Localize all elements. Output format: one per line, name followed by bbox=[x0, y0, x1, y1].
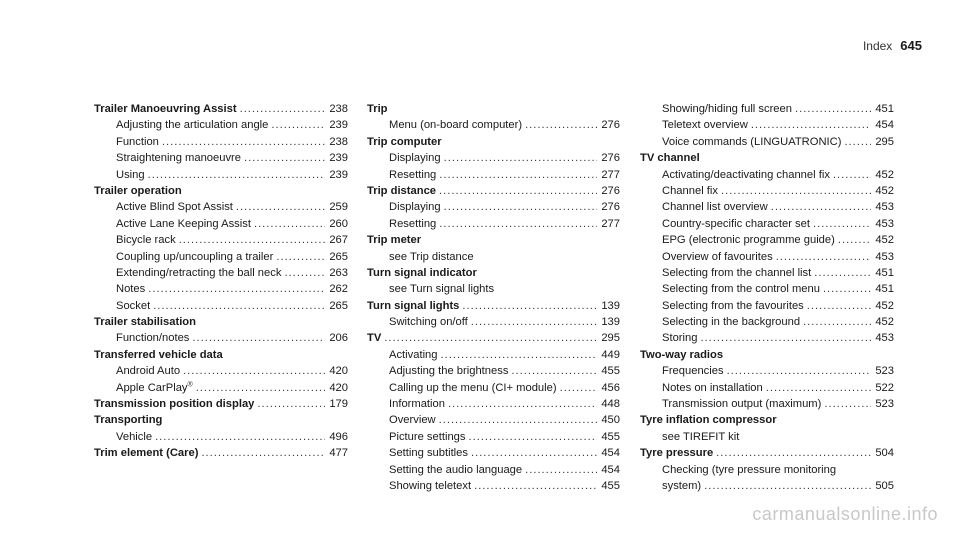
entry-text: Notes bbox=[116, 283, 146, 296]
entry-page-number: 139 bbox=[601, 316, 620, 329]
index-subentry bbox=[367, 363, 620, 379]
leader-dots bbox=[153, 298, 325, 314]
leader-dots bbox=[192, 330, 325, 346]
index-subentry bbox=[640, 183, 894, 199]
entry-page-number: 420 bbox=[329, 381, 348, 394]
entry-page-number: 260 bbox=[329, 217, 348, 230]
index-subentry bbox=[94, 199, 348, 215]
entry-page-number: 451 bbox=[875, 266, 894, 279]
leader-dots bbox=[162, 134, 325, 150]
index-entry bbox=[94, 396, 348, 412]
leader-dots bbox=[439, 216, 597, 232]
entry-text: Coupling up/uncoupling a trailer bbox=[116, 250, 274, 263]
registered-mark: ® bbox=[187, 380, 193, 388]
entry-page-number: 276 bbox=[601, 119, 620, 132]
leader-dots bbox=[462, 298, 597, 314]
entry-page-number: 449 bbox=[601, 348, 620, 361]
index-entry bbox=[367, 330, 620, 346]
watermark: carmanualsonline.info bbox=[752, 504, 938, 524]
index-subentry bbox=[640, 281, 894, 297]
entry-text: Two-way radios bbox=[640, 348, 724, 361]
entry-text: Transferred vehicle data bbox=[94, 348, 223, 361]
entry-text: Tyre inflation compressor bbox=[640, 414, 777, 427]
entry-text: system) bbox=[662, 479, 702, 492]
entry-page-number: 295 bbox=[601, 332, 620, 345]
entry-text: Calling up the menu (CI+ module) bbox=[389, 381, 557, 394]
entry-text: Transmission position display bbox=[94, 398, 255, 411]
index-subentry bbox=[94, 232, 348, 248]
leader-dots bbox=[833, 167, 871, 183]
entry-page-number: 453 bbox=[875, 217, 894, 230]
entry-page-number: 453 bbox=[875, 201, 894, 214]
entry-text: see TIREFIT kit bbox=[662, 430, 740, 443]
entry-page-number: 451 bbox=[875, 283, 894, 296]
entry-text: TV channel bbox=[640, 152, 700, 165]
leader-dots bbox=[844, 134, 871, 150]
entry-page-number: 523 bbox=[875, 365, 894, 378]
entry-text: Overview bbox=[389, 414, 436, 427]
leader-dots bbox=[183, 363, 325, 379]
entry-page-number: 453 bbox=[875, 250, 894, 263]
entry-page-number: 238 bbox=[329, 135, 348, 148]
leader-dots bbox=[511, 363, 597, 379]
entry-page-number: 455 bbox=[601, 479, 620, 492]
entry-page-number: 276 bbox=[601, 152, 620, 165]
leader-dots bbox=[716, 445, 871, 461]
index-entry bbox=[640, 412, 894, 428]
section-label: Index bbox=[862, 39, 893, 53]
entry-text: Active Blind Spot Assist bbox=[116, 201, 233, 214]
entry-text: Showing/hiding full screen bbox=[662, 103, 792, 115]
page-header bbox=[863, 38, 922, 53]
leader-dots bbox=[384, 330, 597, 346]
leader-dots bbox=[257, 396, 325, 412]
entry-text: Trailer Manoeuvring Assist bbox=[94, 103, 237, 115]
entry-text: Activating/deactivating channel fix bbox=[662, 168, 830, 181]
leader-dots bbox=[525, 117, 597, 133]
entry-text: Country-specific character set bbox=[662, 217, 810, 230]
leader-dots bbox=[766, 380, 871, 396]
index-subentry bbox=[640, 216, 894, 232]
index-subentry bbox=[367, 281, 620, 297]
entry-page-number: 262 bbox=[329, 283, 348, 296]
index-subentry bbox=[367, 412, 620, 428]
entry-text: Information bbox=[389, 398, 445, 411]
entry-text: Checking (tyre pressure monitoring bbox=[662, 463, 837, 476]
entry-text: Selecting from the favourites bbox=[662, 299, 804, 312]
leader-dots bbox=[240, 101, 325, 117]
entry-text: Notes on installation bbox=[662, 381, 763, 394]
leader-dots bbox=[439, 183, 597, 199]
entry-page-number: 265 bbox=[329, 250, 348, 263]
entry-page-number: 496 bbox=[329, 430, 348, 443]
index-entry bbox=[367, 183, 620, 199]
leader-dots bbox=[196, 380, 325, 396]
entry-page-number: 455 bbox=[601, 430, 620, 443]
entry-text: Turn signal indicator bbox=[367, 266, 477, 279]
entry-text: Menu (on-board computer) bbox=[389, 119, 523, 132]
index-subentry bbox=[94, 150, 348, 166]
entry-text: Adjusting the articulation angle bbox=[116, 119, 269, 132]
leader-dots bbox=[155, 429, 325, 445]
entry-page-number: 179 bbox=[329, 398, 348, 411]
leader-dots bbox=[824, 396, 871, 412]
entry-text: Activating bbox=[389, 348, 438, 361]
entry-page-number: 276 bbox=[601, 184, 620, 197]
entry-text: Trim element (Care) bbox=[94, 447, 199, 460]
leader-dots bbox=[439, 167, 597, 183]
index-subentry bbox=[94, 216, 348, 232]
entry-text: Trip bbox=[367, 103, 388, 115]
entry-page-number: 259 bbox=[329, 201, 348, 214]
entry-page-number: 455 bbox=[601, 365, 620, 378]
entry-page-number: 263 bbox=[329, 266, 348, 279]
entry-page-number: 276 bbox=[601, 201, 620, 214]
index-subentry bbox=[640, 134, 894, 150]
index-entry bbox=[640, 150, 894, 166]
entry-text: Setting subtitles bbox=[389, 447, 468, 460]
leader-dots bbox=[271, 117, 325, 133]
index-entry bbox=[367, 134, 620, 150]
index-subentry bbox=[367, 117, 620, 133]
index-subentry bbox=[94, 281, 348, 297]
entry-text: Switching on/off bbox=[389, 316, 468, 329]
entry-page-number: 238 bbox=[329, 103, 348, 115]
entry-text: Trailer operation bbox=[94, 184, 182, 197]
leader-dots bbox=[468, 429, 597, 445]
index-subentry bbox=[640, 167, 894, 183]
entry-text: Displaying bbox=[389, 201, 441, 214]
entry-text: see Turn signal lights bbox=[389, 283, 495, 296]
entry-page-number: 277 bbox=[601, 217, 620, 230]
entry-page-number: 265 bbox=[329, 299, 348, 312]
entry-page-number: 523 bbox=[875, 398, 894, 411]
entry-text: Selecting from the channel list bbox=[662, 266, 812, 279]
index-subentry bbox=[94, 265, 348, 281]
leader-dots bbox=[201, 445, 325, 461]
entry-page-number: 451 bbox=[875, 103, 894, 115]
entry-text: Transmission output (maximum) bbox=[662, 398, 822, 411]
entry-page-number: 454 bbox=[601, 447, 620, 460]
leader-dots bbox=[795, 101, 871, 117]
index-subentry bbox=[367, 380, 620, 396]
entry-text: Displaying bbox=[389, 152, 441, 165]
entry-page-number: 239 bbox=[329, 168, 348, 181]
leader-dots bbox=[776, 249, 871, 265]
entry-page-number: 448 bbox=[601, 398, 620, 411]
entry-page-number: 454 bbox=[601, 463, 620, 476]
index-subentry bbox=[640, 232, 894, 248]
index-subentry bbox=[640, 199, 894, 215]
leader-dots bbox=[179, 232, 325, 248]
entry-page-number: 454 bbox=[875, 119, 894, 132]
entry-text: Straightening manoeuvre bbox=[116, 152, 242, 165]
entry-text: Vehicle bbox=[116, 430, 153, 443]
leader-dots bbox=[148, 281, 325, 297]
leader-dots bbox=[474, 478, 597, 494]
index-subentry bbox=[640, 101, 894, 117]
leader-dots bbox=[560, 380, 597, 396]
entry-page-number: 452 bbox=[875, 184, 894, 197]
leader-dots bbox=[727, 363, 871, 379]
index-subentry bbox=[94, 134, 348, 150]
index-entry bbox=[94, 101, 348, 117]
entry-page-number: 239 bbox=[329, 152, 348, 165]
index-entry bbox=[640, 445, 894, 461]
entry-page-number: 505 bbox=[875, 479, 894, 492]
leader-dots bbox=[803, 314, 871, 330]
index-entry bbox=[94, 445, 348, 461]
leader-dots bbox=[471, 314, 597, 330]
index-subentry bbox=[640, 429, 894, 445]
index-entry bbox=[94, 412, 348, 428]
leader-dots bbox=[284, 265, 325, 281]
leader-dots bbox=[244, 150, 325, 166]
entry-text: Socket bbox=[116, 299, 151, 312]
entry-page-number: 295 bbox=[875, 135, 894, 148]
leader-dots bbox=[807, 298, 871, 314]
index-entry bbox=[367, 265, 620, 281]
leader-dots bbox=[838, 232, 871, 248]
leader-dots bbox=[771, 199, 871, 215]
entry-page-number: 206 bbox=[329, 332, 348, 345]
entry-page-number: 453 bbox=[875, 332, 894, 345]
entry-text: Frequencies bbox=[662, 365, 724, 378]
page-number: 645 bbox=[900, 38, 922, 53]
entry-page-number: 452 bbox=[875, 316, 894, 329]
index-subentry bbox=[94, 380, 348, 396]
entry-text: Showing teletext bbox=[389, 479, 472, 492]
index-subentry bbox=[367, 478, 620, 494]
leader-dots bbox=[441, 347, 597, 363]
leader-dots bbox=[721, 183, 871, 199]
leader-dots bbox=[444, 150, 597, 166]
index-subentry bbox=[367, 216, 620, 232]
entry-text: Trip distance bbox=[367, 184, 437, 197]
index-subentry bbox=[640, 265, 894, 281]
index-subentry bbox=[94, 363, 348, 379]
leader-dots bbox=[448, 396, 597, 412]
index-entry bbox=[94, 347, 348, 363]
entry-text: EPG (electronic programme guide) bbox=[662, 234, 835, 247]
index-subentry bbox=[367, 347, 620, 363]
index-entry bbox=[94, 314, 348, 330]
index-subentry bbox=[367, 396, 620, 412]
index-entry bbox=[640, 347, 894, 363]
entry-text: Adjusting the brightness bbox=[389, 365, 509, 378]
entry-text: Overview of favourites bbox=[662, 250, 773, 263]
entry-text: Turn signal lights bbox=[367, 299, 460, 312]
index-subentry bbox=[640, 462, 894, 478]
index-subentry bbox=[94, 167, 348, 183]
entry-page-number: 504 bbox=[875, 447, 894, 460]
index-subentry bbox=[367, 199, 620, 215]
entry-page-number: 450 bbox=[601, 414, 620, 427]
index-subentry bbox=[367, 167, 620, 183]
index-subentry bbox=[640, 478, 894, 494]
entry-text: Active Lane Keeping Assist bbox=[116, 217, 251, 230]
index-subentry bbox=[640, 396, 894, 412]
entry-text: Function/notes bbox=[116, 332, 190, 345]
leader-dots bbox=[704, 478, 871, 494]
index-subentry bbox=[367, 462, 620, 478]
index-subentry bbox=[640, 249, 894, 265]
index-subentry bbox=[94, 429, 348, 445]
entry-text: Teletext overview bbox=[662, 119, 748, 132]
entry-text: Apple CarPlay® bbox=[116, 380, 193, 394]
entry-page-number: 139 bbox=[601, 299, 620, 312]
entry-text: Transporting bbox=[94, 414, 163, 427]
leader-dots bbox=[813, 216, 871, 232]
entry-text: TV bbox=[367, 332, 382, 345]
index-subentry bbox=[94, 117, 348, 133]
entry-page-number: 522 bbox=[875, 381, 894, 394]
leader-dots bbox=[254, 216, 325, 232]
index-column-3 bbox=[640, 101, 894, 494]
entry-page-number: 239 bbox=[329, 119, 348, 132]
entry-text: Storing bbox=[662, 332, 698, 345]
leader-dots bbox=[823, 281, 871, 297]
entry-page-number: 477 bbox=[329, 447, 348, 460]
entry-page-number: 452 bbox=[875, 168, 894, 181]
entry-page-number: 277 bbox=[601, 168, 620, 181]
entry-text: Trailer stabilisation bbox=[94, 316, 196, 329]
index-entry bbox=[94, 183, 348, 199]
entry-page-number: 420 bbox=[329, 365, 348, 378]
index-subentry bbox=[640, 298, 894, 314]
entry-text: Voice commands (LINGUATRONIC) bbox=[662, 135, 842, 148]
index-subentry bbox=[367, 150, 620, 166]
index-subentry bbox=[640, 314, 894, 330]
index-column-2 bbox=[367, 101, 620, 494]
leader-dots bbox=[700, 330, 871, 346]
leader-dots bbox=[751, 117, 871, 133]
leader-dots bbox=[439, 412, 597, 428]
entry-text: Extending/retracting the ball neck bbox=[116, 266, 282, 279]
index-subentry bbox=[640, 330, 894, 346]
entry-text: Picture settings bbox=[389, 430, 466, 443]
entry-text: Function bbox=[116, 135, 159, 148]
entry-page-number: 456 bbox=[601, 381, 620, 394]
index-subentry bbox=[367, 249, 620, 265]
entry-text: Setting the audio language bbox=[389, 463, 523, 476]
entry-page-number: 267 bbox=[329, 234, 348, 247]
leader-dots bbox=[276, 249, 325, 265]
entry-text: Tyre pressure bbox=[640, 447, 714, 460]
index-subentry bbox=[94, 330, 348, 346]
index-subentry bbox=[640, 117, 894, 133]
leader-dots bbox=[471, 445, 597, 461]
entry-text: Selecting from the control menu bbox=[662, 283, 820, 296]
index-entry bbox=[367, 232, 620, 248]
entry-text: Using bbox=[116, 168, 145, 181]
index-subentry bbox=[367, 429, 620, 445]
entry-text: Trip meter bbox=[367, 234, 422, 247]
entry-text: Resetting bbox=[389, 217, 437, 230]
entry-text: Trip computer bbox=[367, 135, 442, 148]
index-column-1 bbox=[94, 101, 348, 462]
index-entry bbox=[367, 298, 620, 314]
index-entry bbox=[367, 101, 620, 117]
entry-text: Selecting in the background bbox=[662, 316, 801, 329]
entry-page-number: 452 bbox=[875, 299, 894, 312]
entry-text: see Trip distance bbox=[389, 250, 474, 263]
index-subentry bbox=[640, 380, 894, 396]
entry-text: Android Auto bbox=[116, 365, 181, 378]
leader-dots bbox=[444, 199, 597, 215]
entry-text: Channel fix bbox=[662, 184, 718, 197]
index-subentry bbox=[367, 445, 620, 461]
entry-text: Channel list overview bbox=[662, 201, 768, 214]
leader-dots bbox=[236, 199, 325, 215]
leader-dots bbox=[148, 167, 325, 183]
entry-text: Resetting bbox=[389, 168, 437, 181]
leader-dots bbox=[525, 462, 597, 478]
index-subentry bbox=[640, 363, 894, 379]
index-subentry bbox=[94, 298, 348, 314]
leader-dots bbox=[814, 265, 871, 281]
index-subentry bbox=[367, 314, 620, 330]
index-subentry bbox=[94, 249, 348, 265]
entry-page-number: 452 bbox=[875, 234, 894, 247]
entry-text: Bicycle rack bbox=[116, 234, 176, 247]
